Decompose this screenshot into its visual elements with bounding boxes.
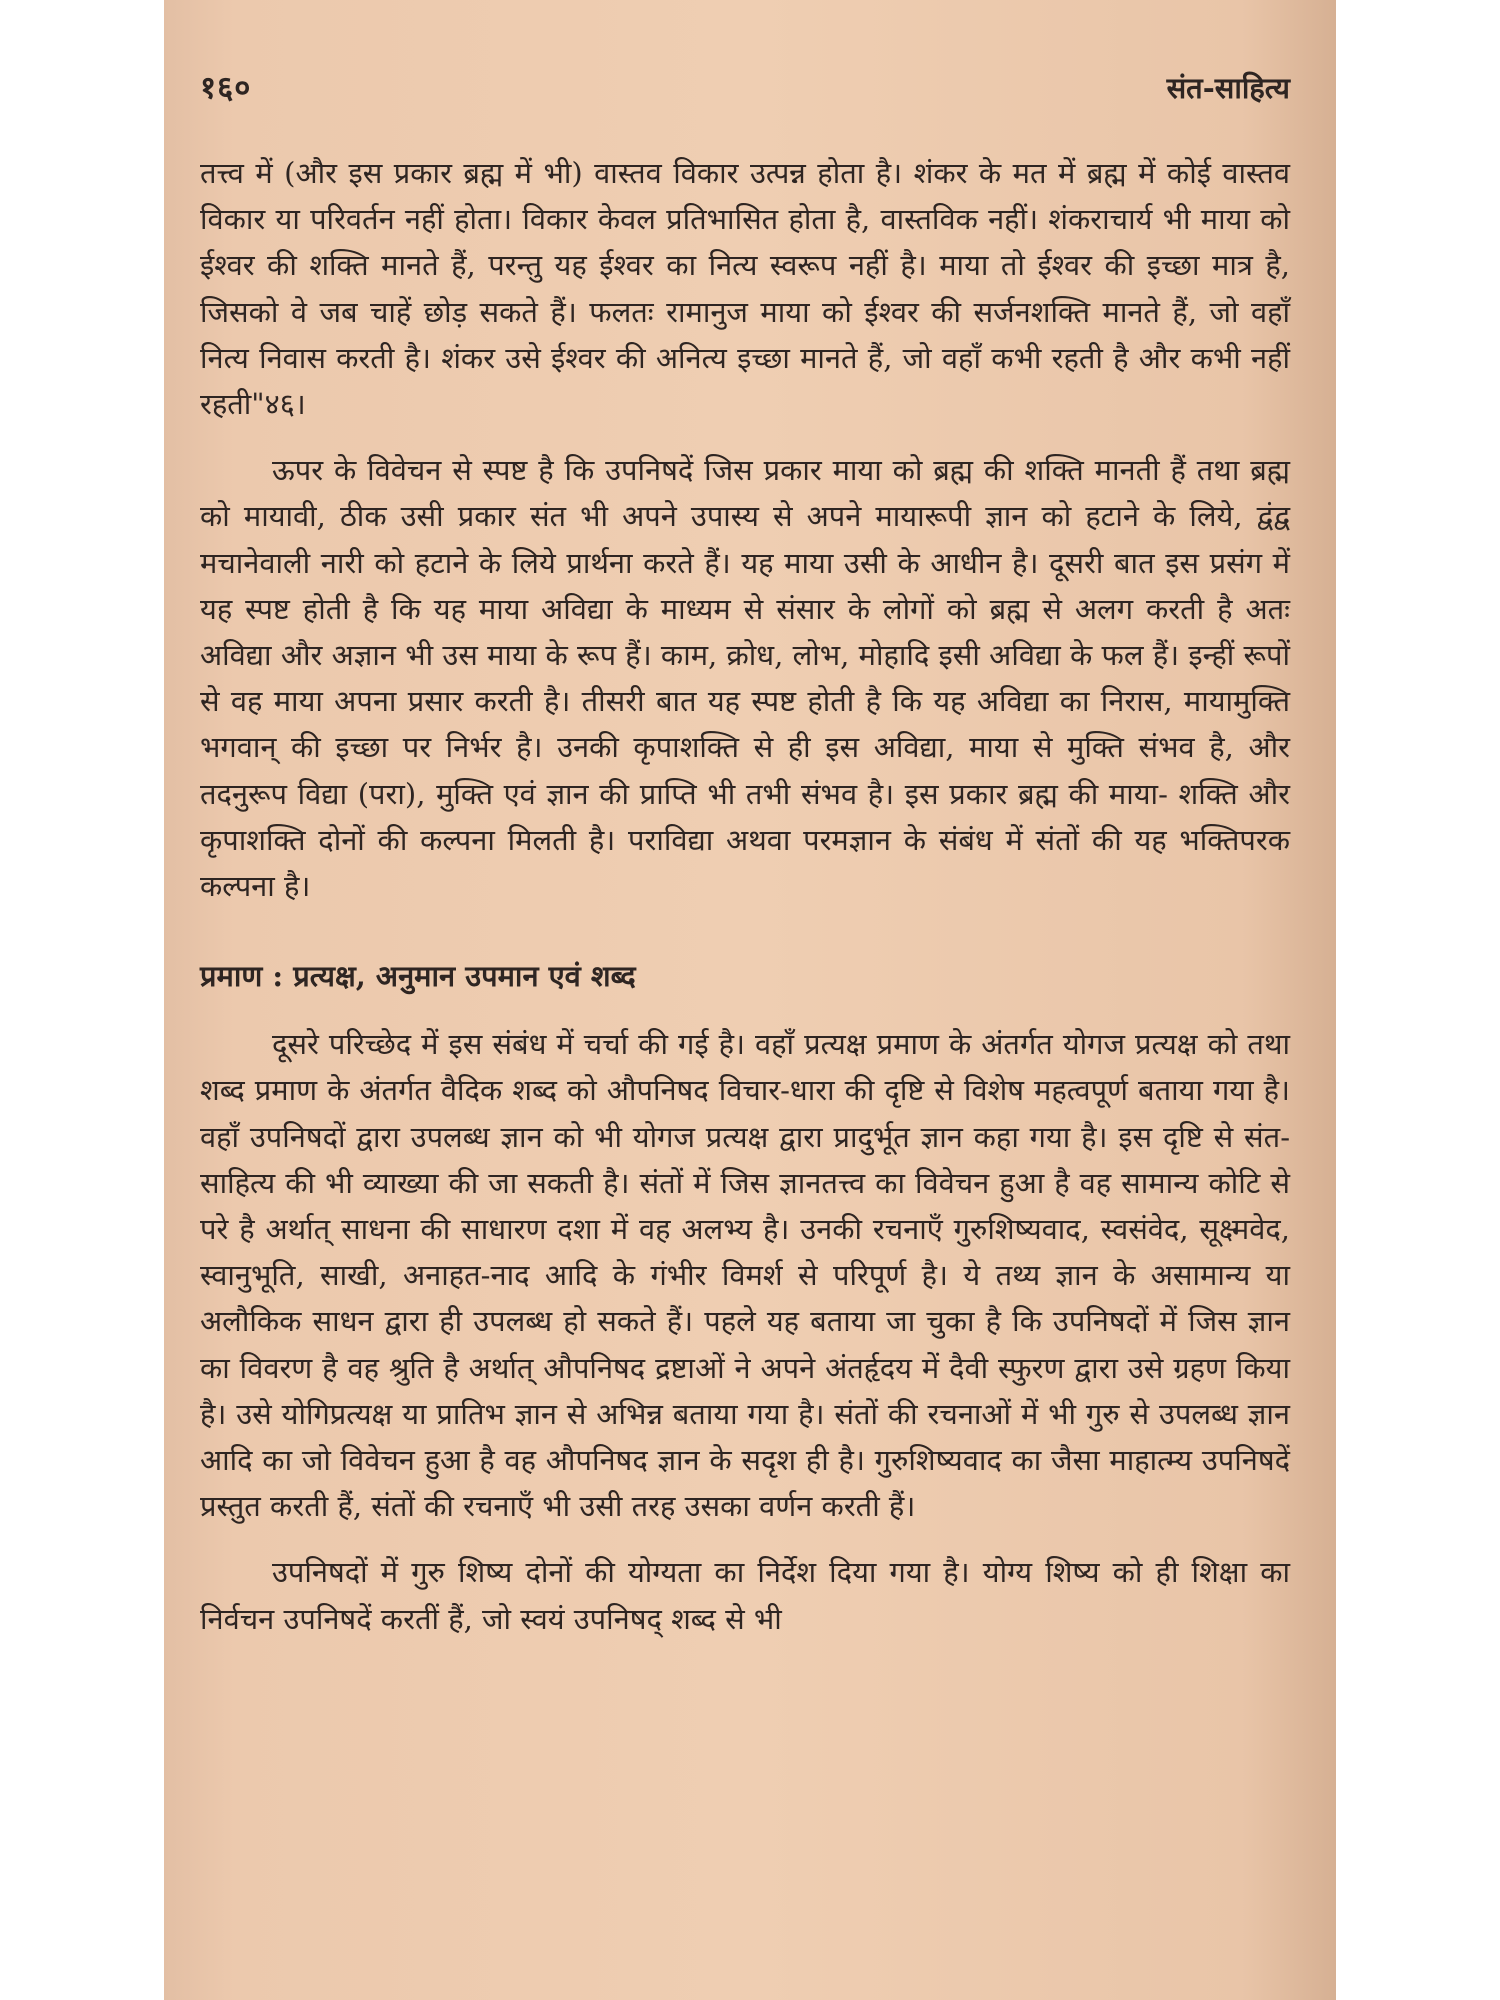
running-title: संत-साहित्य (1166, 71, 1290, 105)
paragraph-pramana: दूसरे परिच्छेद में इस संबंध में चर्चा की गई है। वहाँ प्रत्यक्ष प्रमाण के अंतर्गत योगज प्रत्यक्ष को तथा शब्द प्रमाण के अंतर्गत वैदिक शब्द को औपनिषद विचार-धारा की दृष्टि से विशेष महत्वपूर्ण बताया गया है। वहाँ उपनिषदों द्वारा उपलब्ध ज्ञान को भी योगज प्रत्यक्ष द्वारा प्रादुर्भूत ज्ञान कहा गया है। इस दृष्टि से संत-साहित्य की भी व्याख्या की जा सकती है। संतों में जिस ज्ञानतत्त्व का विवेचन हुआ है वह सामान्य कोटि से परे है अर्थात् साधना की साधारण दशा में वह अलभ्य है। उनकी रचनाएँ गुरुशिष्यवाद, स्वसंवेद, सूक्ष्मवेद, स्वानुभूति, साखी, अनाहत-नाद आदि के गंभीर विमर्श से परिपूर्ण है। ये तथ्य ज्ञान के असामान्य या अलौकिक साधन द्वारा ही उपलब्ध हो सकते हैं। पहले यह बताया जा चुका है कि उपनिषदों में जिस ज्ञान का विवरण है वह श्रुति है अर्थात् औपनिषद द्रष्टाओं ने अपने अंतर्हृदय में दैवी स्फुरण द्वारा उसे ग्रहण किया है। उसे योगिप्रत्यक्ष या प्रातिभ ज्ञान से अभिन्न बताया गया है। संतों की रचनाओं में भी गुरु से उपलब्ध ज्ञान आदि का जो विवेचन हुआ है वह औपनिषद ज्ञान के सदृश ही है। गुरुशिष्यवाद का जैसा माहात्म्य उपनिषदें प्रस्तुत करती हैं, संतों की रचनाएँ भी उसी तरह उसका वर्णन करती हैं। (200, 1027, 1290, 1524)
paragraph-maya-analysis: ऊपर के विवेचन से स्पष्ट है कि उपनिषदें जिस प्रकार माया को ब्रह्म की शक्ति मानती हैं तथा ब्रह्म को मायावी, ठीक उसी प्रकार संत भी अपने उपास्य से अपने मायारूपी ज्ञान को हटाने के लिये, द्वंद्व मचानेवाली नारी को हटाने के लिये प्रार्थना करते हैं। यह माया उसी के आधीन है। दूसरी बात इस प्रसंग में यह स्पष्ट होती है कि यह माया अविद्या के माध्यम से संसार के लोगों को ब्रह्म से अलग करती है अतः अविद्या और अज्ञान भी उस माया के रूप हैं। काम, क्रोध, लोभ, मोहादि इसी अविद्या के फल हैं। इन्हीं रूपों से वह माया अपना प्रसार करती है। तीसरी बात यह स्पष्ट होती है कि यह अविद्या का निरास, मायामुक्ति भगवान् की इच्छा पर निर्भर है। उनकी कृपाशक्ति से ही इस अविद्या, माया से मुक्ति संभव है, और तदनुरूप विद्या (परा), मुक्ति एवं ज्ञान की प्राप्ति भी तभी संभव है। इस प्रकार ब्रह्म की माया- शक्ति और कृपाशक्ति दोनों की कल्पना मिलती है। पराविद्या अथवा परमज्ञान के संबंध में संतों की यह भक्तिपरक कल्पना है। (200, 453, 1290, 904)
page-header (200, 66, 1290, 126)
paragraph-guru-shishya: उपनिषदों में गुरु शिष्य दोनों की योग्यता का निर्देश दिया गया है। योग्य शिष्य को ही शिक्षा का निर्वचन उपनिषदें करतीं हैं, जो स्वयं उपनिषद् शब्द से भी (200, 1555, 1290, 1636)
page-body (200, 150, 1290, 1642)
section-heading: प्रमाण : प्रत्यक्ष, अनुमान उपमान एवं शब्द (200, 959, 636, 994)
page-number: १६० (200, 70, 252, 106)
book-page (164, 0, 1336, 2000)
paragraph-continuation: तत्त्व में (और इस प्रकार ब्रह्म में भी) वास्तव विकार उत्पन्न होता है। शंकर के मत में ब्रह्म में कोई वास्तव विकार या परिवर्तन नहीं होता। विकार केवल प्रतिभासित होता है, वास्तविक नहीं। शंकराचार्य भी माया को ईश्वर की शक्ति मानते हैं, परन्तु यह ईश्वर का नित्य स्वरूप नहीं है। माया तो ईश्वर की इच्छा मात्र है, जिसको वे जब चाहें छोड़ सकते हैं। फलतः रामानुज माया को ईश्वर की सर्जनशक्ति मानते हैं, जो वहाँ नित्य निवास करती है। शंकर उसे ईश्वर की अनित्य इच्छा मानते हैं, जो वहाँ कभी रहती है और कभी नहीं रहती"४६। (200, 156, 1291, 422)
